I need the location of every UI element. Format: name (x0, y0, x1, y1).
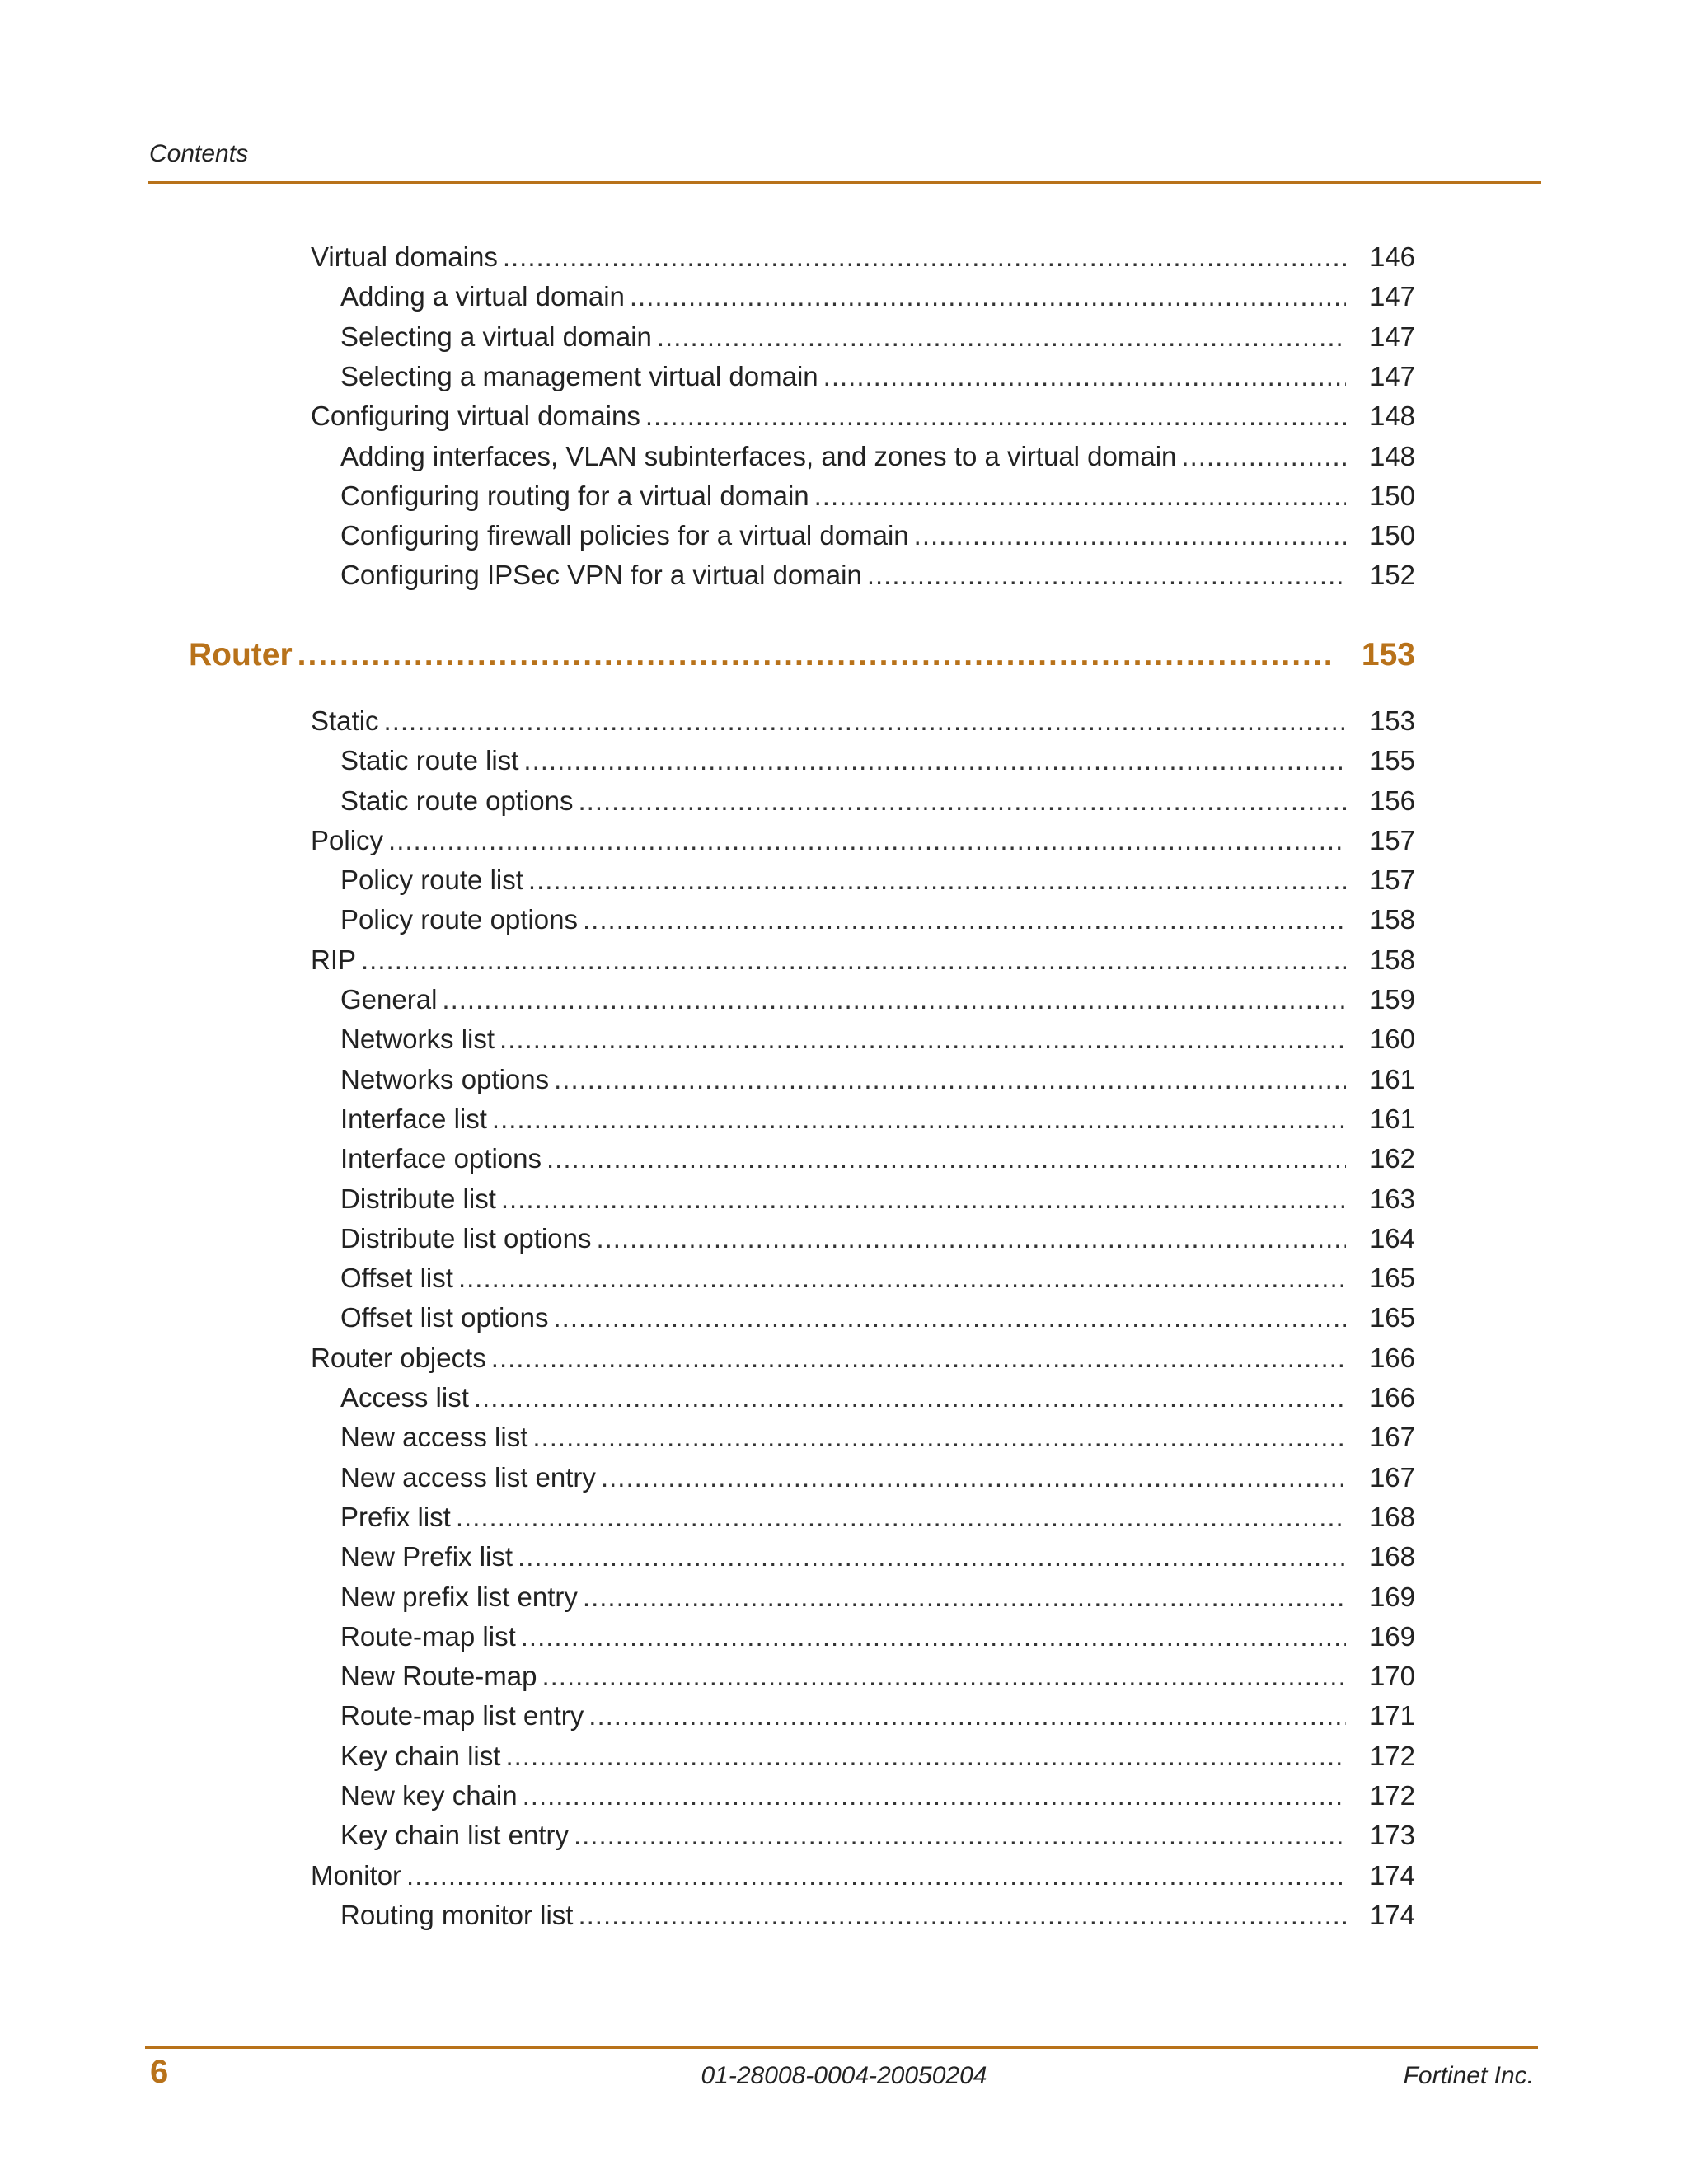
toc-entry-page: 165 (1369, 1263, 1415, 1293)
toc-entry[interactable] (340, 1418, 1415, 1457)
dot-leader (630, 277, 1346, 316)
dot-leader (645, 396, 1346, 436)
toc-entry-page: 174 (1369, 1860, 1415, 1891)
toc-entry-title: Offset list options (340, 1302, 549, 1333)
toc-entry-title: New Prefix list (340, 1541, 513, 1572)
toc-entry-title: Key chain list entry (340, 1820, 569, 1850)
toc-entry[interactable] (340, 980, 1415, 1019)
toc-entry-page: 146 (1369, 241, 1415, 272)
toc-entry[interactable] (340, 555, 1415, 595)
toc-entry[interactable] (340, 1019, 1415, 1059)
toc-entry-page: 161 (1369, 1064, 1415, 1094)
toc-entry-title: Access list (340, 1382, 469, 1413)
dot-leader (601, 1458, 1346, 1497)
toc-entry-page: 162 (1369, 1143, 1415, 1174)
toc-entry-title: Policy route list (340, 865, 523, 895)
toc-entry-title: Distribute list options (340, 1223, 592, 1254)
toc-entry-page: 157 (1369, 825, 1415, 855)
dot-leader (546, 1139, 1346, 1179)
toc-entry-title: Prefix list (340, 1502, 451, 1532)
toc-entry-page: 160 (1369, 1024, 1415, 1054)
toc-entry-page: 164 (1369, 1223, 1415, 1254)
toc-entry[interactable] (311, 237, 1415, 277)
toc-entry-title: New access list (340, 1422, 528, 1452)
dot-leader (491, 1338, 1346, 1378)
toc-entry-title: New prefix list entry (340, 1582, 578, 1612)
toc-entry[interactable] (340, 1458, 1415, 1497)
toc-entry-title: Policy route options (340, 904, 578, 935)
toc-entry-page: 155 (1369, 745, 1415, 776)
toc-entry-page: 166 (1369, 1343, 1415, 1373)
toc-entry[interactable] (340, 1219, 1415, 1258)
toc-entry-page: 168 (1369, 1541, 1415, 1572)
toc-entry-title: Offset list (340, 1263, 453, 1293)
toc-entry-page: 165 (1369, 1302, 1415, 1333)
toc-entry-page: 166 (1369, 1382, 1415, 1413)
toc-entry-page: 159 (1369, 984, 1415, 1015)
dot-leader (596, 1219, 1346, 1258)
toc-entry-page: 173 (1369, 1820, 1415, 1850)
toc-entry[interactable] (340, 1776, 1415, 1816)
toc-entry-title: Router (189, 637, 293, 673)
toc-entry-title: Routing monitor list (340, 1900, 574, 1930)
toc-entry-title: New key chain (340, 1780, 518, 1811)
toc-entry[interactable] (340, 1537, 1415, 1577)
dot-leader (578, 1896, 1346, 1935)
toc-entry-title: Static route options (340, 785, 574, 816)
toc-entry[interactable] (340, 1696, 1415, 1736)
toc-entry-title: Key chain list (340, 1741, 501, 1771)
toc-entry[interactable] (340, 317, 1415, 357)
toc-entry-page: 153 (1369, 705, 1415, 736)
footer-company: Fortinet Inc. (1403, 2062, 1534, 2089)
toc-entry[interactable] (340, 1378, 1415, 1418)
toc-entry-title: Networks options (340, 1064, 550, 1094)
toc-entry-title: Adding a virtual domain (340, 281, 625, 312)
dot-leader (361, 940, 1346, 980)
dot-leader (388, 821, 1346, 860)
toc-entry[interactable] (340, 357, 1415, 396)
toc-entry-title: Selecting a virtual domain (340, 321, 652, 352)
dot-leader (406, 1856, 1346, 1896)
toc-entry-page: 148 (1369, 441, 1415, 471)
toc-entry[interactable] (340, 1577, 1415, 1617)
header-rule (148, 181, 1541, 184)
dot-leader (384, 701, 1346, 741)
toc-entry-title: Distribute list (340, 1183, 496, 1214)
toc-entry-page: 156 (1369, 785, 1415, 816)
toc-entry-page: 167 (1369, 1422, 1415, 1452)
toc-entry-page: 167 (1369, 1462, 1415, 1493)
toc-entry[interactable] (340, 741, 1415, 780)
dot-leader (823, 357, 1346, 396)
toc-entry[interactable] (311, 1856, 1415, 1896)
toc-entry-page: 168 (1369, 1502, 1415, 1532)
toc-entry[interactable] (340, 1099, 1415, 1139)
dot-leader (499, 1019, 1346, 1059)
toc-entry[interactable] (340, 1258, 1415, 1298)
toc-entry-title: Static route list (340, 745, 519, 776)
toc-entry[interactable] (340, 1298, 1415, 1338)
toc-entry[interactable] (340, 1736, 1415, 1776)
toc-entry-title: General (340, 984, 438, 1015)
toc-entry-title: Interface list (340, 1104, 487, 1134)
toc-entry[interactable] (311, 701, 1415, 741)
dot-leader (579, 781, 1347, 821)
dot-leader (523, 1776, 1346, 1816)
toc-entry-title: RIP (311, 944, 357, 975)
toc-entry-title: Route-map list entry (340, 1700, 584, 1731)
dot-leader (542, 1657, 1346, 1696)
toc-entry-title: Selecting a management virtual domain (340, 361, 818, 391)
toc-entry[interactable] (340, 1617, 1415, 1657)
toc-entry-title: Networks list (340, 1024, 495, 1054)
toc-entry[interactable] (340, 1816, 1415, 1855)
toc-entry-title: Configuring routing for a virtual domain (340, 480, 809, 511)
toc-entry-title: Route-map list (340, 1621, 516, 1652)
footer-doc-id: 01-28008-0004-20050204 (701, 2062, 987, 2089)
toc-entry-title: Configuring virtual domains (311, 401, 640, 431)
toc-entry-page: 152 (1369, 560, 1415, 590)
toc-entry-page: 150 (1369, 520, 1415, 551)
footer-page-number: 6 (150, 2054, 169, 2090)
toc-entry-page: 153 (1361, 637, 1415, 673)
toc-entry-page: 158 (1369, 944, 1415, 975)
dot-leader (458, 1258, 1346, 1298)
dot-leader (583, 1577, 1346, 1617)
toc-entry[interactable] (340, 437, 1415, 476)
toc-entry-page: 147 (1369, 281, 1415, 312)
toc-entry-title: Static (311, 705, 379, 736)
toc-entry-page: 172 (1369, 1780, 1415, 1811)
toc-entry[interactable] (311, 1338, 1415, 1378)
toc-entry[interactable] (340, 1060, 1415, 1099)
toc-entry-title: Policy (311, 825, 384, 855)
toc-entry[interactable] (340, 1657, 1415, 1696)
dot-leader (1181, 437, 1346, 476)
dot-leader (505, 1736, 1346, 1776)
toc-entry-page: 169 (1369, 1621, 1415, 1652)
toc-entry[interactable] (340, 1896, 1415, 1935)
dot-leader (523, 741, 1346, 780)
dot-leader (657, 317, 1346, 357)
toc-entry-title: Adding interfaces, VLAN subinterfaces, and zones to a virtual domain (340, 441, 1177, 471)
toc-entry-title: Monitor (311, 1860, 402, 1891)
dot-leader (501, 1179, 1346, 1219)
toc-entry[interactable] (340, 860, 1415, 900)
toc-entry-title: New access list entry (340, 1462, 596, 1493)
toc-entry-page: 163 (1369, 1183, 1415, 1214)
toc-entry-title: Configuring firewall policies for a virtual domain (340, 520, 909, 551)
toc-entry-page: 171 (1369, 1700, 1415, 1731)
dot-leader (532, 1418, 1346, 1457)
toc-entry[interactable] (340, 476, 1415, 516)
dot-leader (554, 1298, 1346, 1338)
dot-leader (474, 1378, 1346, 1418)
toc-entry-page: 169 (1369, 1582, 1415, 1612)
dot-leader (518, 1537, 1346, 1577)
dot-leader (814, 476, 1346, 516)
toc-entry[interactable] (340, 516, 1415, 555)
toc-entry-page: 157 (1369, 865, 1415, 895)
toc-entry[interactable] (311, 940, 1415, 980)
dot-leader (492, 1099, 1346, 1139)
toc-entry[interactable] (311, 396, 1415, 436)
toc-entry[interactable] (340, 781, 1415, 821)
dot-leader (521, 1617, 1346, 1657)
toc-entry-page: 174 (1369, 1900, 1415, 1930)
dot-leader (583, 900, 1346, 940)
toc-entry-title: Virtual domains (311, 241, 498, 272)
toc-entry[interactable] (340, 900, 1415, 940)
dot-leader (574, 1816, 1346, 1855)
toc-entry-page: 148 (1369, 401, 1415, 431)
dot-leader (503, 237, 1346, 277)
toc-entry[interactable] (311, 821, 1415, 860)
toc-entry[interactable] (340, 1139, 1415, 1179)
toc-entry-title: Interface options (340, 1143, 542, 1174)
toc-entry-page: 147 (1369, 321, 1415, 352)
toc-entry[interactable] (340, 277, 1415, 316)
dot-leader (298, 630, 1333, 680)
dot-leader (867, 555, 1346, 595)
dot-leader (456, 1497, 1346, 1537)
toc-entry-title: New Route-map (340, 1661, 537, 1691)
toc-entry-page: 161 (1369, 1104, 1415, 1134)
dot-leader (442, 980, 1346, 1019)
toc-entry[interactable] (340, 1179, 1415, 1219)
dot-leader (528, 860, 1346, 900)
toc-entry-page: 158 (1369, 904, 1415, 935)
header-label: Contents (149, 140, 249, 167)
toc-entry-page: 150 (1369, 480, 1415, 511)
toc-entry-page: 147 (1369, 361, 1415, 391)
toc-entry-title: Router objects (311, 1343, 486, 1373)
footer-rule (145, 2046, 1538, 2049)
toc-entry-page: 170 (1369, 1661, 1415, 1691)
toc-entry-title: Configuring IPSec VPN for a virtual domain (340, 560, 862, 590)
toc-entry[interactable] (340, 1497, 1415, 1537)
toc-entry-page: 172 (1369, 1741, 1415, 1771)
dot-leader (588, 1696, 1346, 1736)
toc-chapter-entry[interactable] (189, 630, 1415, 680)
dot-leader (554, 1060, 1346, 1099)
dot-leader (914, 516, 1346, 555)
